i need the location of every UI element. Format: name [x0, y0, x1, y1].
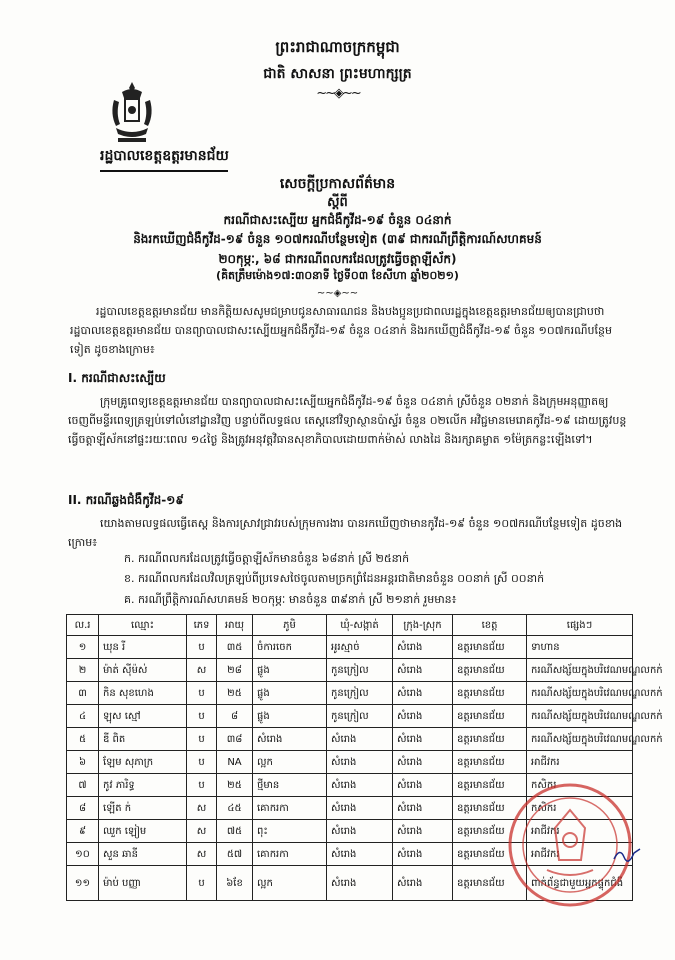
cell-village: ផ្លូង	[253, 682, 327, 705]
cell-notes: ករណីសង្ស័យក្នុងបរិវេណមណ្ឌលកក់	[527, 728, 633, 751]
cell-index: ៥	[67, 728, 99, 751]
cell-commune: អូរស្មាច់	[327, 636, 393, 659]
cell-name: ម៉ាត់ ស៊ីម៉ស់	[99, 659, 187, 682]
cell-commune: សំរោង	[327, 820, 393, 843]
cell-notes: អាជីវករ	[527, 820, 633, 843]
cell-index: ៨	[67, 797, 99, 820]
cell-sex: ស	[187, 820, 217, 843]
ornament-divider: ~~◈~~	[316, 86, 360, 101]
header-age: អាយុ	[217, 615, 253, 636]
section-2-item-b: ខ. ករណីពលករដែលវិលត្រឡប់ពីប្រទេសថៃចូលតាមច្រកព្រំដែនអន្តរជាតិមានចំនួន ០០នាក់ ស្រី ០០នាក់	[124, 572, 545, 585]
header-province: ខេត្ត	[453, 615, 527, 636]
cell-district: សំរោង	[393, 820, 453, 843]
ornament-divider-small: ~~◈~~	[316, 288, 359, 299]
cell-village: ពុះ	[253, 820, 327, 843]
header-name: ឈ្មោះ	[99, 615, 187, 636]
cell-commune: សំរោង	[327, 797, 393, 820]
announcement-subject-line-1: ករណីជាសះស្បើយ អ្នកជំងឺកូវីដ-១៩ ចំនួន ០៤នាក់	[223, 213, 452, 227]
cell-sex: ស	[187, 797, 217, 820]
cell-notes: ករណីសង្ស័យក្នុងបរិវេណមណ្ឌលកក់	[527, 659, 633, 682]
cell-village: គោករកា	[253, 843, 327, 866]
cell-notes: កសិករ	[527, 797, 633, 820]
cell-age: ៥៧	[217, 843, 253, 866]
administration-name: រដ្ឋបាលខេត្តឧត្តរមានជ័យ	[100, 148, 229, 164]
cell-index: ៩	[67, 820, 99, 843]
cell-notes: អាជីវករ	[527, 751, 633, 774]
cell-age: ៧៥	[217, 820, 253, 843]
cell-notes: ករណីសង្ស័យក្នុងបរិវេណមណ្ឌលកក់	[527, 682, 633, 705]
cell-commune: សំរោង	[327, 866, 393, 901]
table-row	[67, 728, 633, 751]
cell-district: សំរោង	[393, 705, 453, 728]
cell-commune: សំរោង	[327, 774, 393, 797]
cell-district: សំរោង	[393, 728, 453, 751]
cell-name: កូវ ភារិទ្ធ	[99, 774, 187, 797]
cell-name: កិន សុខហេង	[99, 682, 187, 705]
cell-age: ២៥	[217, 682, 253, 705]
header-village: ភូមិ	[253, 615, 327, 636]
cell-village: ថ្មីមាន	[253, 774, 327, 797]
intro-paragraph: រដ្ឋបាលខេត្តឧត្តរមានជ័យ មានកិត្តិយសសូមជម្រាបជូនសាធារណជន និងបងប្អូនប្រជាពលរដ្ឋក្នុងខេត្តឧត្តរមានជ័យឲ្យបានជ្រាបថា រដ្ឋបាលខេត្តឧត្តរមានជ័យ បានព្យាបាលជាសះស្បើយអ្នកជំងឺកូវីដ-១៩ ចំនួន ០៤នាក់ និងរកឃើញជំងឺកូវីដ-១៩ ចំនួន ១០៧ករណីបន្ថែមទៀត ដូចខាងក្រោម៖	[70, 305, 612, 356]
cell-commune: កូនក្រៀល	[327, 682, 393, 705]
table-row	[67, 659, 633, 682]
section-2-heading: II. ករណីឆ្លងជំងឺកូវីដ-១៩	[68, 493, 184, 507]
cell-index: ១១	[67, 866, 99, 901]
cell-sex: ប	[187, 636, 217, 659]
administration-underline	[100, 170, 228, 172]
cell-province: ឧត្តរមានជ័យ	[453, 774, 527, 797]
cell-name: ឡើត ក់	[99, 797, 187, 820]
cell-province: ឧត្តរមានជ័យ	[453, 636, 527, 659]
cell-index: ៤	[67, 705, 99, 728]
cell-village: ចំការចេក	[253, 636, 327, 659]
cell-name: ឈួក ឡៀម	[99, 820, 187, 843]
section-1-body: ក្រុមគ្រូពេទ្យខេត្តឧត្តរមានជ័យ បានព្យាបាលជាសះស្បើយអ្នកជំងឺកូវីដ-១៩ ចំនួន ០៤នាក់ ស្រីចំនួន ០២នាក់ និងក្រុមអនុញ្ញាតឲ្យចេញពីមន្ទីរពេទ្យត្រឡប់ទៅលំនៅដ្ឋានវិញ បន្ទាប់ពីលទ្ធផល តេស្តនៅវិទ្យាស្ថានប៉ាស្ទ័រ ចំនួន ០២លើក អវិជ្ជមានមេរោគកូវីដ-១៩ ដោយត្រូវបន្តធ្វើចត្តាឡីស័កនៅផ្ទះរយៈពេល ១៤ថ្ងៃ និងត្រូវអនុវត្តវិធានសុខាភិបាលដោយពាក់ម៉ាស់ លាងដៃ និងរក្សាគម្លាត ១ម៉ែត្រកន្លះឡើងទៅ។	[68, 395, 627, 446]
cell-name: ម៉ាប់ បញ្ញា	[99, 866, 187, 901]
cell-province: ឧត្តរមានជ័យ	[453, 751, 527, 774]
royal-emblem-icon	[108, 80, 156, 146]
header-district: ក្រុង-ស្រុក	[393, 615, 453, 636]
cell-district: សំរោង	[393, 659, 453, 682]
cell-index: ២	[67, 659, 99, 682]
cell-sex: ប	[187, 705, 217, 728]
cell-index: ១	[67, 636, 99, 659]
cell-sex: ប	[187, 751, 217, 774]
cell-village: ល្អក	[253, 751, 327, 774]
cell-notes: ពាក់ព័ន្ធជាមួយអ្នកផ្ទុកជំងឺ	[527, 866, 633, 901]
cell-district: សំរោង	[393, 682, 453, 705]
section-2-item-c: គ. ករណីព្រឹត្តិការណ៍សហគមន៍ ២០កុម្ភៈ មានចំនួន ៣៩នាក់ ស្រី ២១នាក់ រួមមាន៖	[124, 593, 457, 606]
header-sex: ភេទ	[187, 615, 217, 636]
cell-district: សំរោង	[393, 843, 453, 866]
cell-commune: សំរោង	[327, 843, 393, 866]
announcement-subject-label: ស្តីពី	[327, 195, 348, 210]
cell-age: ៣៥	[217, 636, 253, 659]
cell-province: ឧត្តរមានជ័យ	[453, 797, 527, 820]
cell-district: សំរោង	[393, 866, 453, 901]
cell-age: ៣៨	[217, 728, 253, 751]
announcement-title: សេចក្តីប្រកាសព័ត៌មាន	[279, 176, 396, 192]
announcement-subject-line-3: ២០កុម្ភៈ, ៦៨ ជាករណីពលករដែលត្រូវធ្វើចត្តាឡីស័ក)	[218, 252, 457, 266]
cell-age: ៤៥	[217, 797, 253, 820]
section-2-item-a: ក. ករណីពលករដែលត្រូវធ្វើចត្តាឡីស័កមានចំនួន ៦៨នាក់ ស្រី ២៥នាក់	[124, 552, 410, 565]
cell-index: ៧	[67, 774, 99, 797]
cell-sex: ប	[187, 682, 217, 705]
cell-province: ឧត្តរមានជ័យ	[453, 820, 527, 843]
table-row	[67, 682, 633, 705]
cell-district: សំរោង	[393, 774, 453, 797]
cell-notes: ករណីសង្ស័យក្នុងបរិវេណមណ្ឌលកក់	[527, 705, 633, 728]
cell-commune: កូនក្រៀល	[327, 705, 393, 728]
cell-age: NA	[217, 751, 253, 774]
cell-sex: ស	[187, 843, 217, 866]
table-row	[67, 705, 633, 728]
cell-district: សំរោង	[393, 797, 453, 820]
header-index: ល.រ	[67, 615, 99, 636]
cell-notes: អាជីវករ	[527, 843, 633, 866]
announcement-date: (គិតត្រឹមម៉ោង១៧:៣០នាទី ថ្ងៃទី០៣ ខែសីហា ឆ្នាំ២០២១)	[216, 269, 459, 282]
cell-province: ឧត្តរមានជ័យ	[453, 866, 527, 901]
cell-sex: ស	[187, 659, 217, 682]
table-row	[67, 636, 633, 659]
cell-village: ល្អក	[253, 866, 327, 901]
cell-sex: ប	[187, 774, 217, 797]
cell-province: ឧត្តរមានជ័យ	[453, 659, 527, 682]
motto-heading: ជាតិ សាសនា ព្រះមហាក្សត្រ	[263, 66, 412, 82]
cell-name: ឡុស ស្មៅ	[99, 705, 187, 728]
cell-commune: សំរោង	[327, 728, 393, 751]
section-2-body: យោងតាមលទ្ធផលធ្វើតេស្ត និងការស្រាវជ្រាវរបស់ក្រុមការងារ បានរកឃើញថាមានកូវីដ-១៩ ចំនួន ១០៧ករណីបន្ថែមទៀត ដូចខាងក្រោម៖	[68, 517, 623, 549]
cell-index: ១០	[67, 843, 99, 866]
cell-province: ឧត្តរមានជ័យ	[453, 728, 527, 751]
cell-name: ឌី ពិត	[99, 728, 187, 751]
signature-mark	[612, 845, 642, 865]
cell-district: សំរោង	[393, 751, 453, 774]
cell-sex: ប	[187, 728, 217, 751]
cell-age: ៦ខែ	[217, 866, 253, 901]
cell-age: ៨	[217, 705, 253, 728]
cell-village: សំរោង	[253, 728, 327, 751]
cell-index: ៣	[67, 682, 99, 705]
cell-name: ឃុន រី	[99, 636, 187, 659]
cell-commune: សំរោង	[327, 751, 393, 774]
cell-village: គោករកា	[253, 797, 327, 820]
cell-province: ឧត្តរមានជ័យ	[453, 705, 527, 728]
cell-district: សំរោង	[393, 636, 453, 659]
cell-age: ២៥	[217, 774, 253, 797]
kingdom-heading: ព្រះរាជាណាចក្រកម្ពុជា	[275, 38, 400, 56]
header-commune: ឃុំ-សង្កាត់	[327, 615, 393, 636]
cell-village: ផ្លូង	[253, 659, 327, 682]
cell-village: ផ្លូង	[253, 705, 327, 728]
cell-province: ឧត្តរមានជ័យ	[453, 843, 527, 866]
cell-notes: ទាហាន	[527, 636, 633, 659]
announcement-subject-line-2: និងរកឃើញជំងឺកូវីដ-១៩ ចំនួន ១០៧ករណីបន្ថែមទៀត (៣៩ ជាករណីព្រឹត្តិការណ៍សហគមន៍	[133, 232, 542, 246]
table-row	[67, 751, 633, 774]
cell-name: សួន ឆានី	[99, 843, 187, 866]
cell-province: ឧត្តរមានជ័យ	[453, 682, 527, 705]
cell-index: ៦	[67, 751, 99, 774]
cell-notes: កសិករ	[527, 774, 633, 797]
header-notes: ផ្សេងៗ	[527, 615, 633, 636]
cell-commune: កូនក្រៀល	[327, 659, 393, 682]
cell-age: ២៨	[217, 659, 253, 682]
table-header-row	[67, 615, 633, 636]
cell-sex: ប	[187, 866, 217, 901]
cell-name: ឡែម សុភាក្រ	[99, 751, 187, 774]
section-1-heading: I. ករណីជាសះស្បើយ	[68, 371, 166, 385]
